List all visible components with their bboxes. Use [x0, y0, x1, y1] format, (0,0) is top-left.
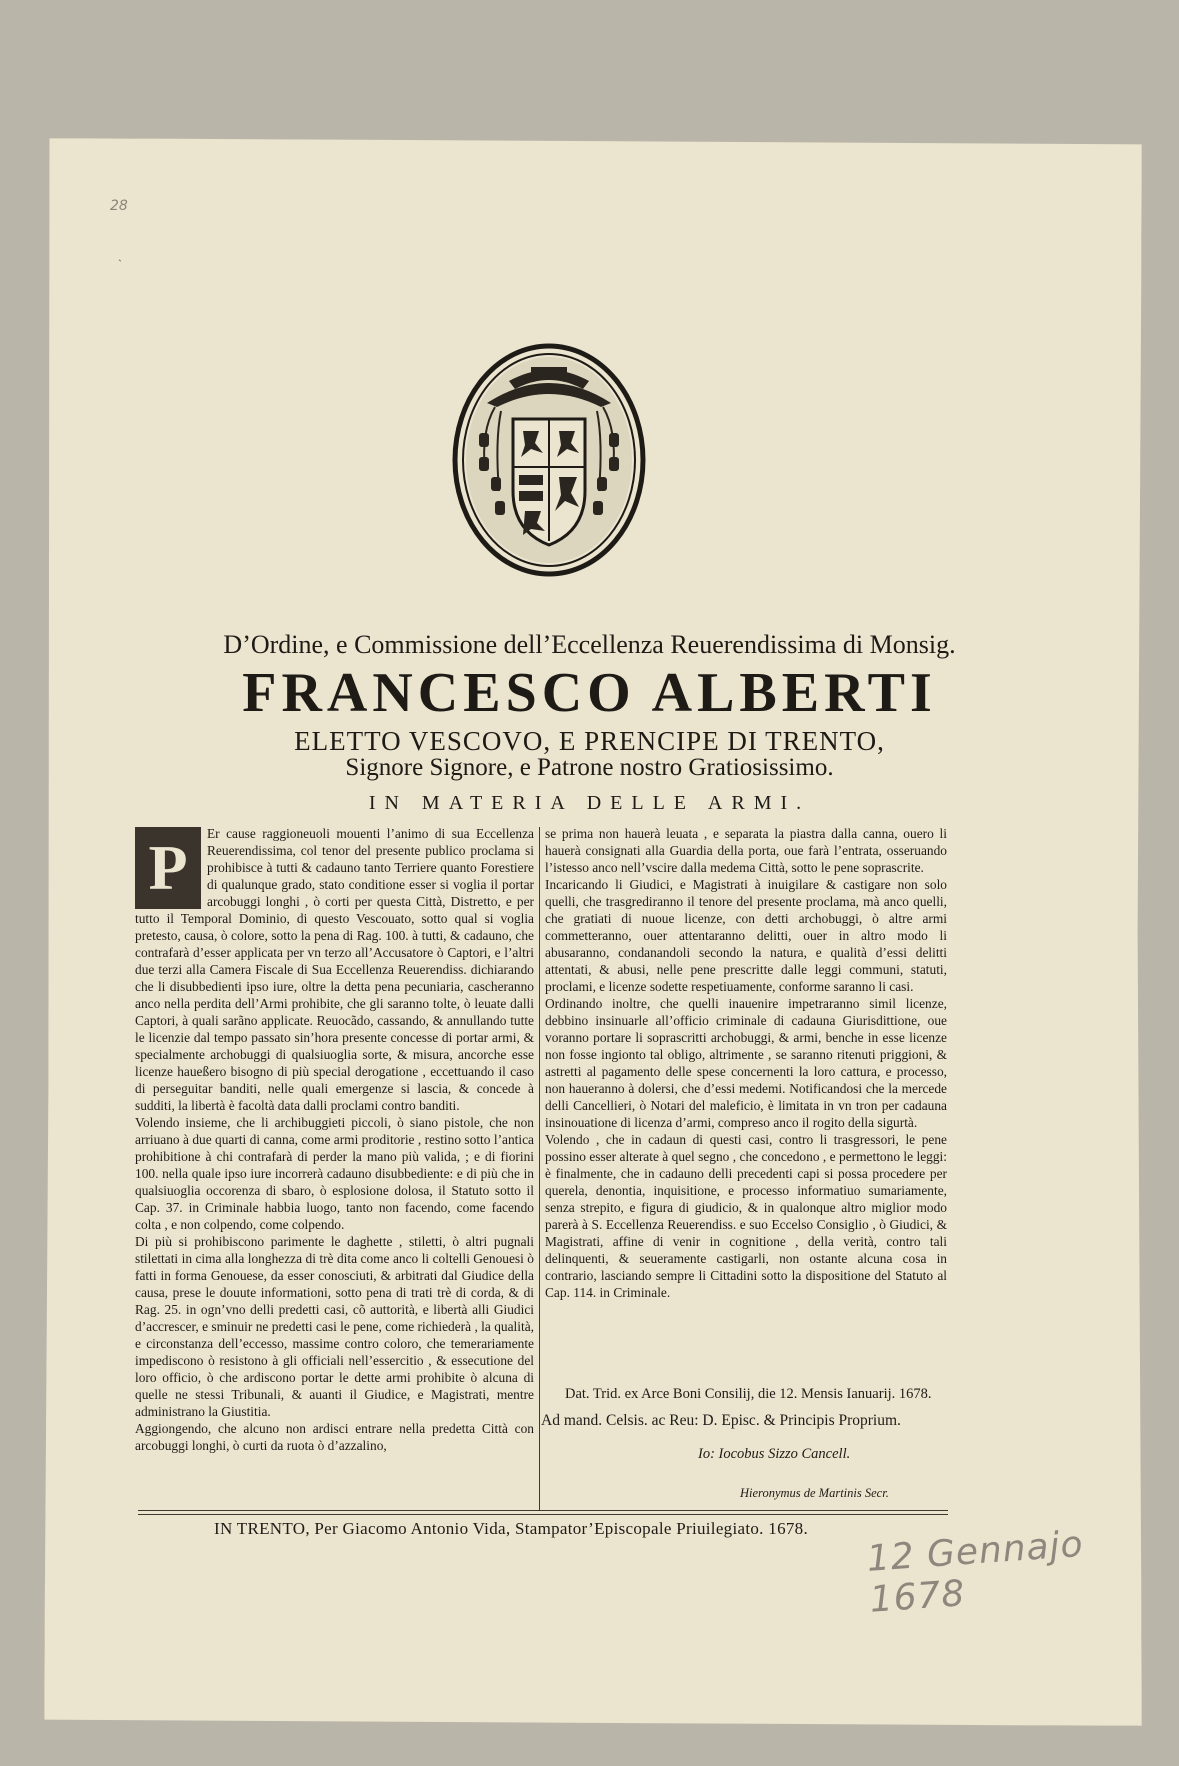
- heading-title-line: ELETTO VESCOVO, E PRENCIPE DI TRENTO,: [294, 726, 885, 756]
- right-paragraph-2: Incaricando li Giudici, e Magistrati à inuigilare & castigare non solo quelli, che trasgrediranno il tenore del presente proclama, mà anco quelli, che gratiati di nuoue licenze, con detti archobuggi, ò altre armi commetteranno, ouer attentaranno delitti, ouer in altro modo li abusaranno, condanandoli secondo la natura, e qualità d’essi delitti attentati, & abusi, nelle pene prescritte dalle leggi communi, statuti, proclami, e licenze sodette respetiuamente, conforme saranno li casi.: [545, 877, 947, 994]
- printer-imprint: IN TRENTO, Per Giacomo Antonio Vida, Stampator’Episcopale Priuilegiato. 1678.: [214, 1519, 809, 1538]
- heading-honorific-line: Signore Signore, e Patrone nostro Gratiosissimo.: [345, 754, 834, 781]
- shield-icon: [513, 419, 585, 545]
- coat-of-arms-seal: [451, 341, 647, 579]
- left-paragraph-1: Er cause raggioneuoli mouenti l’animo di sua Eccellenza Reuerendissima, col tenor del presente publico proclama si prohibisce à tutti & cadauno tanto Terriere quanto Forestiere di qualunque grado, stato conditione esser si voglia il portar arcobuggi longhi , ò corti per questa Città, Distretto, e per tutto il Temporal Dominio, di questo Vescouato, sotto qual si voglia pretesto, causa, ò colore, sotto la pena di Rag. 100. à tutti, & cadauno, che contrafarà d’esser applicata per vn terzo all’Accusatore ò Captori, e l’altri due terzi alla Camera Fiscale di Sua Eccellenza Reuerendiss. dichiarando che li disubbedienti ipso iure, oltre la detta pena pecuniaria, cascheranno anco nella perdita dell’Armi prohibite, che gli saranno tolte, ò leuate dalli Captori, à quali sarãno applicate. Reuocãdo, cassando, & annullando tutte le licenzie dal tempo passato sin’hora presente concesse di portar armi, & specialmente archobuggi di qualsiuoglia sorte, & misura, ancorche esse licenze haueßero bisogno di più special derogatione , eccettuando il caso di perseguitar banditi, nelle quali emergenze si lascia, & concede à sudditi, la libertà è facoltà data dalli proclami contro banditi.: [135, 826, 534, 1113]
- mandate-line: Ad mand. Celsis. ac Reu: D. Episc. & Principis Proprium.: [541, 1412, 901, 1429]
- column-separator: [539, 827, 540, 1510]
- chancellor-signature: Io: Iocobus Sizzo Cancell.: [698, 1446, 851, 1462]
- right-paragraph-4: Volendo , che in cadaun di questi casi, contro li trasgressori, le pene possino esser alterate à quel segno , che concedono , e permettono le leggi: è finalmente, che in cadauno delli precedenti capi si possa procedere per querela, denontia, inquisitione, e processo informatiuo sumariamente, senza strepito, e figura di giudicio, & in qualonque altro miglior modo parerà à S. Eccellenza Reuerendiss. e suo Eccelso Consiglio , ò Giudici, & Magistrati, affine di venir in cognitione , della verità, contro tali delinquenti, & seueramente castigarli, non ostante alcuna cosa in contrario, lasciando sempre li Cittadini sotto la dispositione del Statuto al Cap. 114. in Criminale.: [545, 1132, 947, 1300]
- right-paragraph-3: Ordinando inoltre, che quelli inauenire impetraranno simil licenze, debbino insinuarle all’officio criminale di cadauna Giurisdittione, oue voranno portare li soprascritti archobuggi, & armi, benche in esse licenze non fosse ingionto tal obligo, altrimente , se saranno ritenuti priggioni, & astretti al pagamento delle spese concernenti la loro cattura, e processo, non haueranno à dolersi, che d’essi medemi. Notificandosi che la mercede delli Cancellieri, ò Notari del maleficio, è limitata in vn tron per cadauna insinouatione di licenza d’armi, compreso anco il rogito della sigurtà.: [545, 996, 947, 1130]
- left-paragraph-4: Aggiongendo, che alcuno non ardisci entrare nella predetta Città con arcobuggi longhi, ò curti da ruota ò d’azzalino,: [135, 1421, 534, 1453]
- left-paragraph-3: Di più si prohibiscono parimente le daghette , stiletti, ò altri pugnali stilettati in cima alla longhezza di trè dita come anco li coltelli Genouesi ò fatti in forma Genouese, da esser conosciuti, & arbitrati dal Giudice della causa, prese le douute informationi, sotto pena di trati trè di corda, & di Rag. 25. in ogn’vno delli predetti casi, cõ auttorità, e libertà alli Giudici d’accrescer, e sminuir ne predetti casi le pene, come richiederà , la qualità, e circonstanza dell’eccesso, massime contro coloro, che temerariamente impediscono ò resistono à gli officiali nell’essercitio , & essecutione del loro officio, ò che ardiscono portar le dette armi prohibite ò alcuna di quelle ne stessi Tribunali, & auanti il Giudice, e Magistrati, mentre administrano la Giustitia.: [135, 1234, 534, 1419]
- heading-bishop-name: FRANCESCO ALBERTI: [242, 662, 937, 724]
- secretary-signature: Hieronymus de Martinis Secr.: [740, 1486, 889, 1500]
- right-text-column: [545, 825, 947, 1301]
- left-paragraph-2: Volendo insieme, che li archibuggieti piccoli, ò siano pistole, che non arriuano à due quarti di canna, come armi proditorie , restino sotto l’antica prohibitione à chi contrafarà di perder la mano più valida, ; e di fiorini 100. nella quale ipso iure incorrerà cadauno disubbediente: e di più che in qualsiuoglia occorenza di sbaro, ò esplosione dolosa, il Statuto sotto il Cap. 37. in Criminale habbia luogo, tanto non facendo, come facendo colta , e non colpendo, come colpendo.: [135, 1115, 534, 1232]
- pencil-sheet-number: 28: [110, 198, 128, 214]
- pencil-date-note: 12 Gennajo 1678: [865, 1523, 1085, 1621]
- decorated-initial: P: [135, 827, 201, 909]
- heading-order-line: D’Ordine, e Commissione dell’Eccellenza Reuerendissima di Monsig.: [223, 630, 956, 659]
- footer-rule-bottom: [138, 1514, 948, 1515]
- footer-rule-top: [138, 1510, 948, 1511]
- heading-subject: IN MATERIA DELLE ARMI.: [368, 792, 811, 814]
- left-text-column: [135, 825, 534, 1454]
- right-paragraph-1: se prima non hauerà leuata , e separata la piastra dalla canna, ouero li hauerà consignati alla Guardia della porta, oue farà l’entrata, osseruando l’istesso anco nell’vscire dalla medema Città, sotto le pene soprascrite.: [545, 826, 947, 875]
- dated-line: Dat. Trid. ex Arce Boni Consilij, die 12. Mensis Ianuarij. 1678.: [565, 1386, 932, 1402]
- pencil-tick-mark: ˋ: [118, 257, 122, 271]
